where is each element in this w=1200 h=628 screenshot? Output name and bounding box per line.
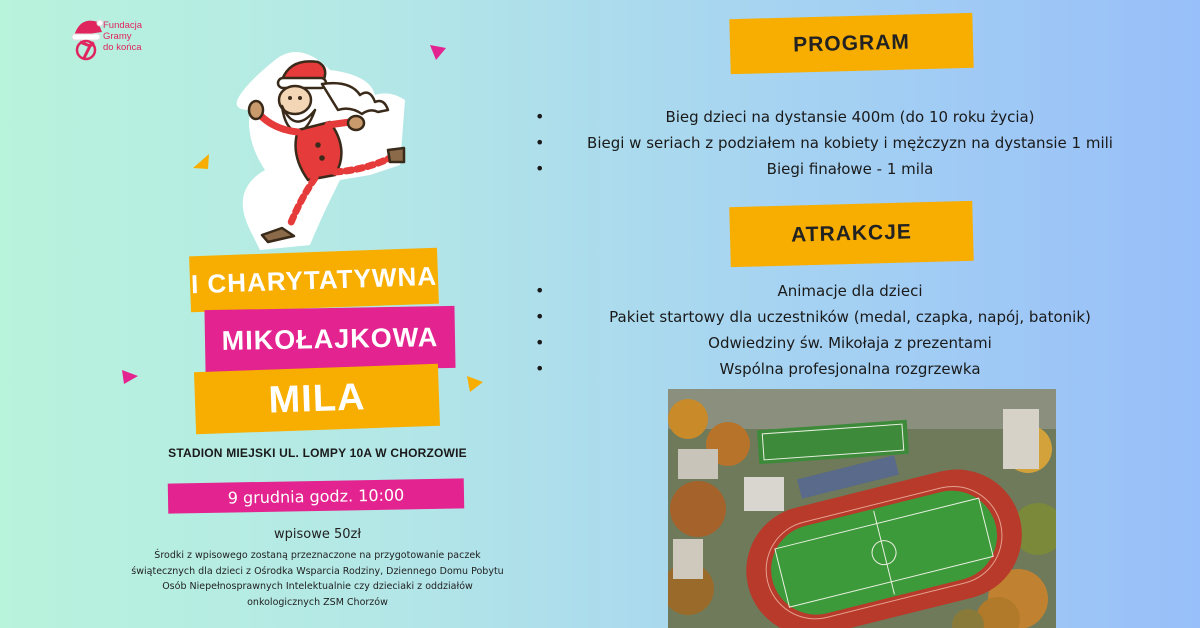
list-item: • Biegi finałowe - 1 mila [530, 156, 1170, 182]
list-item: • Biegi w seriach z podziałem na kobiety i mężczyzn na dystansie 1 mili [530, 130, 1170, 156]
decor-triangle [120, 366, 140, 386]
logo-line-1: Fundacja [103, 20, 143, 31]
running-santa-illustration [190, 40, 420, 250]
program-heading: PROGRAM [729, 13, 973, 74]
fine-print-line: Osób Niepełnosprawnych Intelektualnie czy dzieciaki z oddziałów [162, 581, 473, 592]
logo-text [103, 20, 142, 53]
list-item: • Wspólna profesjonalna rozgrzewka [530, 356, 1170, 382]
decor-triangle [428, 42, 448, 62]
title-banner-1: I CHARYTATYWNA [189, 248, 439, 313]
fine-print [125, 548, 510, 610]
title-banner-2: MIKOŁAJKOWA [204, 306, 455, 372]
logo-line-3: do końca [103, 42, 142, 53]
list-item: • Bieg dzieci na dystansie 400m (do 10 roku życia) [530, 104, 1170, 130]
attractions-list [530, 278, 1170, 382]
program-list [530, 104, 1170, 182]
attractions-heading: ATRAKCJE [729, 201, 973, 267]
decor-triangle [464, 372, 486, 394]
fine-print-line: Środki z wpisowego zostaną przeznaczone na przygotowanie paczek [154, 550, 481, 561]
logo-line-2: Gramy [103, 31, 132, 42]
decor-triangle [190, 150, 212, 172]
list-item: • Animacje dla dzieci [530, 278, 1170, 304]
fine-print-line: świątecznych dla dzieci z Ośrodka Wsparcia Rodziny, Dziennego Domu Pobytu [131, 565, 504, 577]
fine-print-line: onkologicznych ZSM Chorzów [247, 596, 388, 608]
list-item: • Pakiet startowy dla uczestników (medal, czapka, napój, batonik) [530, 304, 1170, 330]
list-item: • Odwiedziny św. Mikołaja z prezentami [530, 330, 1170, 356]
title-banner-3: MILA [194, 364, 440, 434]
entry-fee: wpisowe 50zł [273, 527, 362, 542]
date-banner: 9 grudnia godz. 10:00 [168, 478, 464, 513]
stadium-aerial-photo [668, 389, 1056, 628]
venue-text: STADION MIEJSKI UL. LOMPY 10A W CHORZOWIE [168, 446, 467, 460]
